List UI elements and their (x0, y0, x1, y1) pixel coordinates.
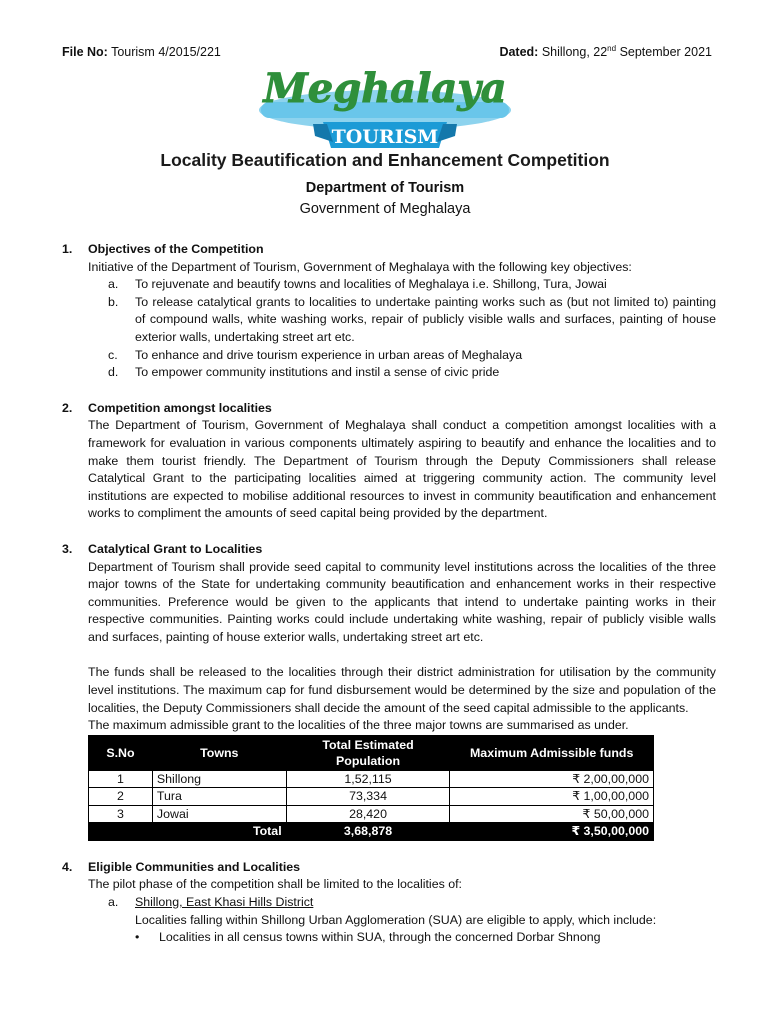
grant-table (88, 735, 654, 841)
section-catalytical-grant (62, 541, 716, 841)
bullet-text: Localities in all census towns within SUA, through the concerned Dorbar Shnong (159, 930, 601, 945)
column-header: S.No (89, 735, 153, 770)
objectives-list (88, 276, 716, 382)
section-intro: Initiative of the Department of Tourism, Government of Meghalaya with the following key objectives: (88, 259, 632, 274)
dated-value: Shillong, 22 (541, 45, 608, 59)
column-header: Maximum Admissible funds (450, 735, 654, 770)
section-heading: Eligible Communities and Localities (88, 859, 301, 874)
list-marker: c. (108, 347, 118, 362)
dated-suffix: nd (607, 44, 617, 53)
list-marker: a. (108, 895, 119, 910)
logo-script-text: Meghalaya (263, 65, 507, 112)
meghalaya-tourism-logo (255, 58, 515, 154)
file-number-label: File No: (62, 45, 108, 59)
table-cell: 73,334 (286, 788, 450, 806)
table-row (89, 788, 654, 806)
table-header-row (89, 735, 654, 770)
bullet-item (135, 929, 716, 947)
table-cell: ₹ 50,00,000 (450, 805, 654, 823)
list-item-text: To rejuvenate and beautify towns and localities of Meghalaya i.e. Shillong, Tura, Jowai (135, 277, 607, 292)
table-total-row (89, 823, 654, 841)
table-row (89, 805, 654, 823)
section-number: 3. (62, 541, 73, 556)
column-header: Towns (152, 735, 286, 770)
table-cell: Jowai (152, 805, 286, 823)
list-marker: a. (108, 277, 119, 292)
document-body (62, 241, 716, 947)
list-item-title: Shillong, East Khasi Hills District (135, 895, 314, 910)
file-number-value: Tourism 4/2015/221 (111, 45, 221, 59)
section-objectives (62, 241, 716, 382)
section-number: 4. (62, 859, 73, 874)
list-item-text: To enhance and drive tourism experience in urban areas of Meghalaya (135, 347, 523, 362)
list-item-text: Localities falling within Shillong Urban Agglomeration (SUA) are eligible to apply, which include: (135, 912, 657, 927)
list-marker: b. (108, 294, 119, 309)
section-heading: Objectives of the Competition (88, 242, 264, 256)
file-number (62, 44, 221, 62)
section-paragraph: The funds shall be released to the localities through their district administration for utilisation by the community level institutions. The maximum cap for fund disbursement would be determined by the size and population of the localities, the Deputy Commissioners shall decide the amount of the seed capital admissible to the applicants. (88, 665, 716, 715)
table-cell: ₹ 1,00,00,000 (450, 788, 654, 806)
department-name: Department of Tourism (305, 180, 465, 196)
section-paragraph: The maximum admissible grant to the localities of the three major towns are summarised as under. (88, 718, 629, 733)
table-cell: ₹ 2,00,00,000 (450, 770, 654, 788)
section-body: The Department of Tourism, Government of Meghalaya shall conduct a competition amongst localities with a framework for evaluation in various components ultimately aspiring to beautify and enhance the localities and to make them tourist friendly. The Department of Tourism through the Deputy Commissioners shall release Catalytical Grant to the participating localities aimed at triggering community action. The community level institutions are expected to mobilise additional resources to invest in community beautification and enhancement works to compliment the amounts of seed capital being provided by the department. (88, 418, 716, 521)
list-item-text: To release catalytical grants to localities to undertake painting works such as (but not limited to) painting of compound walls, white washing works, repair of publicly visible walls and surfaces, painting of house exterior walls, undertaking street art etc. (135, 294, 716, 344)
list-item (108, 347, 716, 365)
section-intro: The pilot phase of the competition shall be limited to the localities of: (88, 877, 462, 892)
section-heading: Catalytical Grant to Localities (88, 541, 263, 556)
table-cell: Tura (152, 788, 286, 806)
list-item-text: To empower community institutions and instil a sense of civic pride (135, 365, 500, 380)
eligible-list (88, 894, 716, 947)
column-header: Total Estimated Population (286, 735, 450, 770)
table-cell: 2 (89, 788, 153, 806)
section-competition (62, 400, 716, 523)
dated (499, 44, 712, 62)
section-paragraph: Department of Tourism shall provide seed capital to community level institutions across the localities of the three major towns of the State for undertaking community beautification and enhancement works in their respective communities. Preference would be given to the applicants that intend to undertake painting works in their respective communities. Painting works could include undertaking white washing, repair of publicly visible walls and surfaces, painting of house exterior walls, undertaking street art etc. (88, 559, 716, 644)
list-item (108, 294, 716, 347)
list-marker: d. (108, 365, 119, 380)
logo-banner-text: TOURISM (331, 126, 439, 148)
total-population: 3,68,878 (286, 823, 450, 841)
table-cell: 1 (89, 770, 153, 788)
total-label: Total (89, 823, 287, 841)
bullet-icon: • (135, 930, 140, 945)
total-funds: ₹ 3,50,00,000 (450, 823, 654, 841)
table-row (89, 770, 654, 788)
table-cell: 3 (89, 805, 153, 823)
section-eligible-communities (62, 859, 716, 947)
dated-month-year: September 2021 (619, 45, 712, 59)
document-title: Locality Beautification and Enhancement Competition (160, 150, 610, 170)
list-item (108, 276, 716, 294)
section-number: 2. (62, 400, 73, 415)
table-cell: 1,52,115 (286, 770, 450, 788)
list-item (108, 894, 716, 947)
table-cell: Shillong (152, 770, 286, 788)
section-number: 1. (62, 242, 73, 256)
table-cell: 28,420 (286, 805, 450, 823)
list-item (108, 364, 716, 382)
dated-label: Dated: (499, 45, 539, 59)
government-name: Government of Meghalaya (299, 201, 471, 217)
section-heading: Competition amongst localities (88, 400, 272, 415)
